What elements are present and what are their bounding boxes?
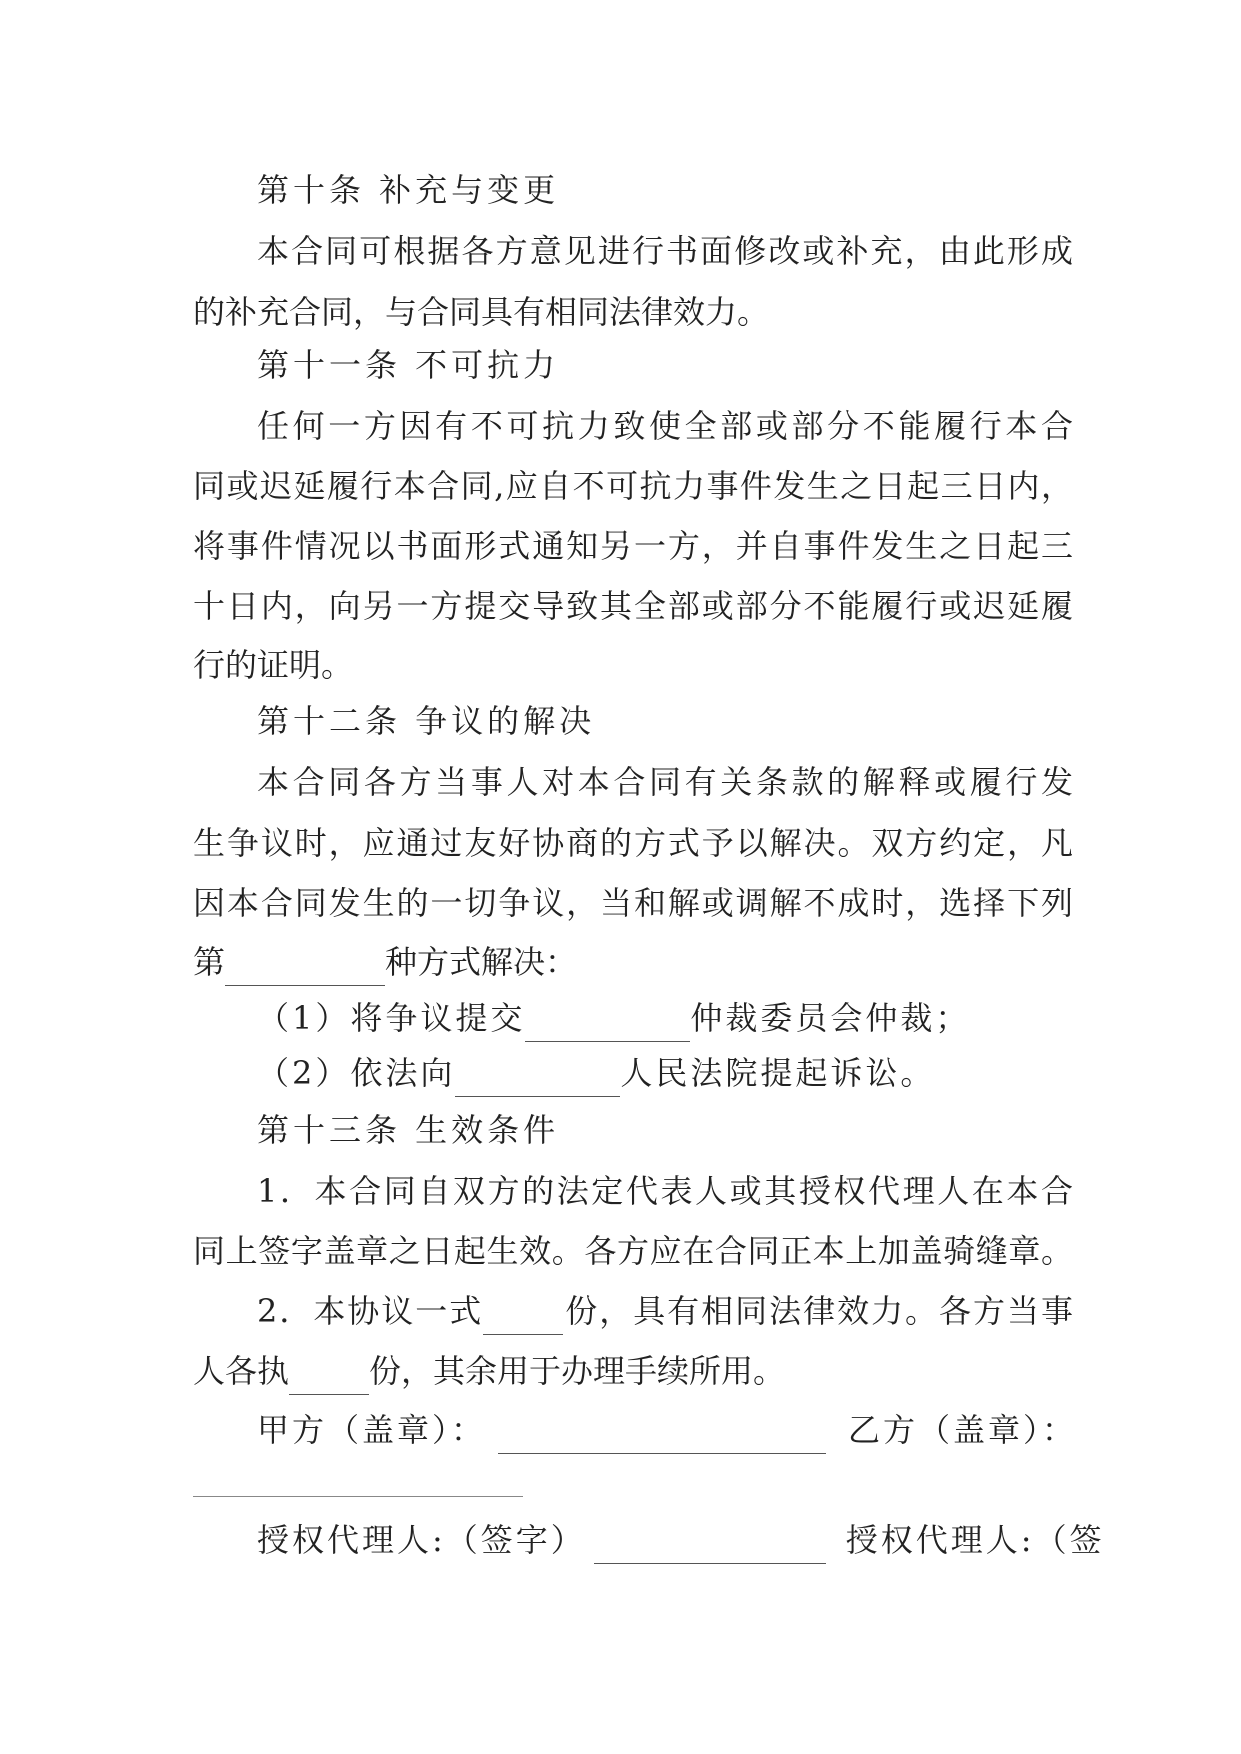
agent-b-label: 授权代理人:（签: [845, 1521, 1105, 1559]
option-1-line: [257, 993, 970, 1042]
option-2-prefix: （2）依法向: [257, 1054, 456, 1092]
article-10-line-2: 的补充合同，与合同具有相同法律效力。: [193, 293, 770, 331]
article-11-line-5: 行的证明。: [193, 646, 354, 684]
option-1-suffix: 仲裁委员会仲裁；: [690, 999, 971, 1037]
each-copies-blank: [289, 1356, 369, 1395]
article-12-heading: 第十二条 争议的解决: [257, 702, 596, 740]
article-12-line-2: 生争议时，应通过友好协商的方式予以解决。双方约定，凡: [193, 824, 1073, 862]
copies-blank: [483, 1296, 563, 1335]
article-13-p1-line-2: 同上签字盖章之日起生效。各方应在合同正本上加盖骑缝章。: [193, 1232, 1073, 1270]
option-1-prefix: （1）将争议提交: [257, 999, 526, 1037]
choice-blank: [225, 947, 385, 986]
party-a-label: 甲方（盖章）：: [257, 1411, 487, 1449]
party-a-blank: [498, 1415, 826, 1454]
article-12-line-1: 本合同各方当事人对本合同有关条款的解释或履行发: [257, 763, 1073, 801]
party-signature-line: [257, 1405, 1077, 1454]
article-10-line-1: 本合同可根据各方意见进行书面修改或补充，由此形成: [257, 232, 1073, 270]
article-11-line-2: 同或迟延履行本合同,应自不可抗力事件发生之日起三日内，: [193, 467, 1073, 505]
article-13-heading: 第十三条 生效条件: [257, 1111, 560, 1149]
arbitration-blank: [525, 1003, 690, 1042]
article-11-heading: 第十一条 不可抗力: [257, 346, 560, 384]
choice-prefix: 第: [193, 943, 226, 981]
option-2-suffix: 人民法院提起诉讼。: [620, 1054, 936, 1092]
article-13-p1-line-1: 1．本合同自双方的法定代表人或其授权代理人在本合: [257, 1172, 1073, 1210]
agent-a-blank: [594, 1525, 826, 1564]
article-10-heading: 第十条 补充与变更: [257, 171, 560, 209]
article-13-p2-line-2: [193, 1346, 1073, 1395]
agent-signature-line: [257, 1515, 1105, 1564]
agent-a-label: 授权代理人:（签字）: [257, 1521, 586, 1559]
p2-second-suffix: 份，其余用于办理手续所用。: [369, 1352, 786, 1390]
party-b-label: 乙方（盖章）：: [848, 1411, 1078, 1449]
article-12-choice-line: [193, 937, 1073, 986]
p2-second-prefix: 人各执: [193, 1352, 290, 1390]
option-2-line: [257, 1048, 935, 1097]
article-11-line-3: 将事件情况以书面形式通知另一方，并自事件发生之日起三: [193, 527, 1073, 565]
p2-middle: 份，具有相同法律效力。各方当事: [563, 1292, 1073, 1330]
choice-suffix: 种方式解决：: [385, 943, 578, 981]
article-12-line-3: 因本合同发生的一切争议，当和解或调解不成时，选择下列: [193, 884, 1073, 922]
p2-prefix: 2．本协议一式: [257, 1292, 484, 1330]
party-b-blank-line: [193, 1496, 523, 1497]
article-13-p2-line-1: [257, 1286, 1073, 1335]
court-blank: [455, 1058, 620, 1097]
article-11-line-1: 任何一方因有不可抗力致使全部或部分不能履行本合: [257, 407, 1073, 445]
article-11-line-4: 十日内，向另一方提交导致其全部或部分不能履行或迟延履: [193, 587, 1073, 625]
